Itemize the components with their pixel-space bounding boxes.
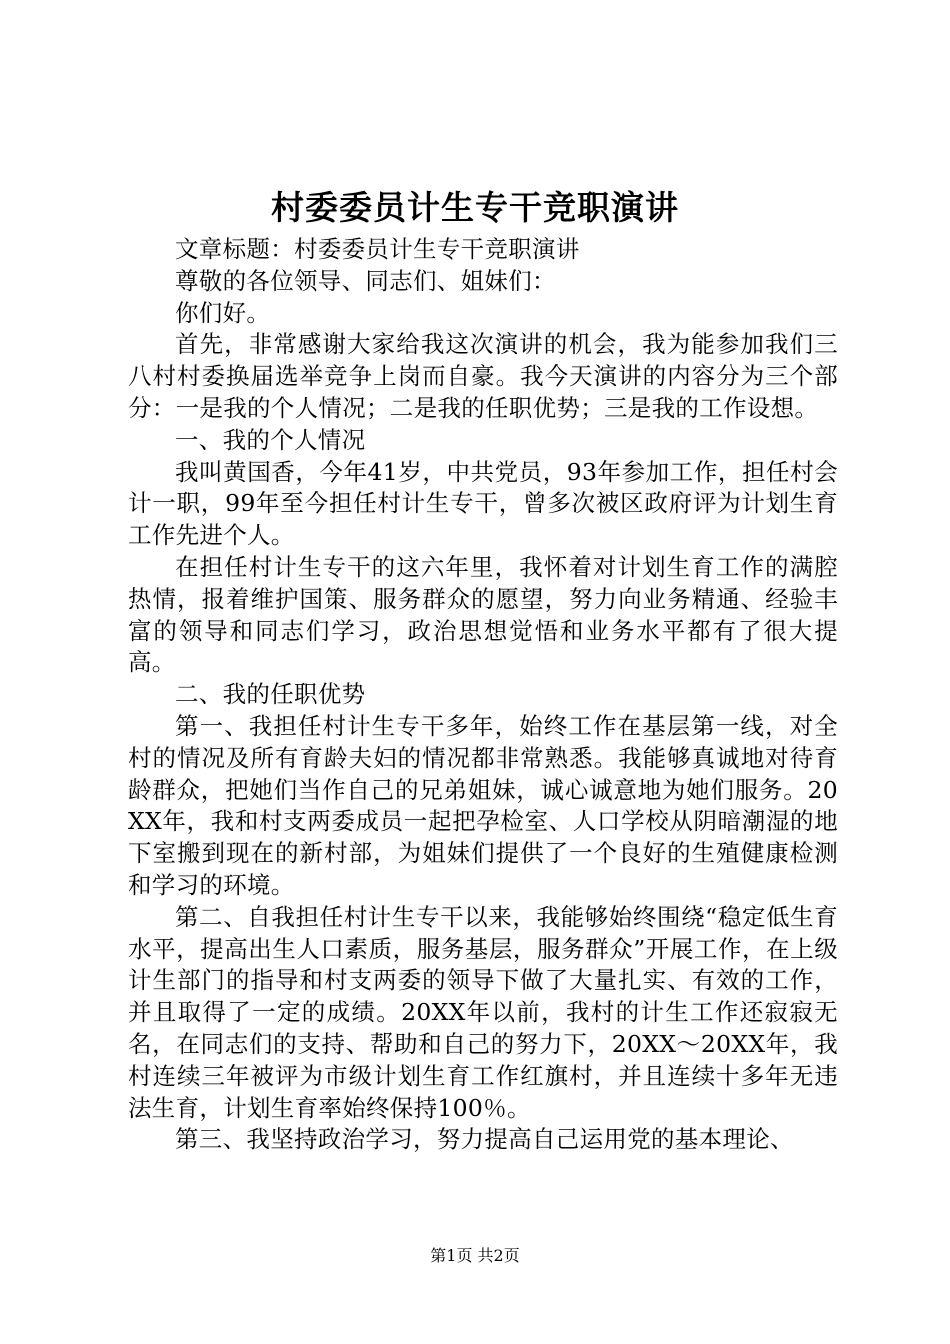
- section-heading-advantages: 二、我的任职优势: [175, 680, 366, 709]
- document-body: [128, 234, 838, 1156]
- paragraph-personal-info: 我叫黄国香，今年41岁，中共党员，93年参加工作，担任村会计一职，99年至今担任村计生专干，曾多次被区政府评为计划生育工作先进个人。: [128, 457, 838, 550]
- paragraph-salutation: 尊敬的各位领导、同志们、姐妹们：: [175, 266, 556, 295]
- paragraph-advantage-second: 第二、自我担任村计生专干以来，我能够始终围绕“稳定低生育水平，提高出生人口素质，服务基层，服务群众”开展工作，在上级计生部门的指导和村支两委的领导下做了大量扎实、有效的工作，并且取得了一定的成绩。20XX年以前，我村的计生工作还寂寂无名，在同志们的支持、帮助和自己的努力下，20XX～20XX年，我村连续三年被评为市级计划生育工作红旗村，并且连续十多年无违法生育，计划生育率始终保持100％。: [128, 902, 838, 1122]
- paragraph-experience: 在担任村计生专干的这六年里，我怀着对计划生育工作的满腔热情，报着维护国策、服务群众的愿望，努力向业务精通、经验丰富的领导和同志们学习，政治思想觉悟和业务水平都有了很大提高。: [128, 552, 838, 677]
- paragraph-greeting: 你们好。: [175, 298, 271, 327]
- document-title: 村委委员计生专干竞职演讲: [271, 188, 679, 227]
- paragraph-advantage-third: 第三、我坚持政治学习，努力提高自己运用党的基本理论、: [175, 1125, 794, 1154]
- page-number-footer: 第1页 共2页: [430, 1246, 520, 1265]
- paragraph-article-title: 文章标题：村委委员计生专干竞职演讲: [175, 235, 580, 263]
- paragraph-introduction: 首先，非常感谢大家给我这次演讲的机会，我为能参加我们三八村村委换届选举竞争上岗而自豪。我今天演讲的内容分为三个部分：一是我的个人情况；二是我的任职优势；三是我的工作设想。: [128, 330, 838, 422]
- section-heading-personal: 一、我的个人情况: [175, 425, 366, 454]
- paragraph-advantage-first: 第一、我担任村计生专干多年，始终工作在基层第一线，对全村的情况及所有育龄夫妇的情况都非常熟悉。我能够真诚地对待育龄群众，把她们当作自己的兄弟姐妹，诚心诚意地为她们服务。20XX年，我和村支两委成员一起把孕检室、人口学校从阴暗潮湿的地下室搬到现在的新村部，为姐妹们提供了一个良好的生殖健康检测和学习的环境。: [128, 711, 838, 899]
